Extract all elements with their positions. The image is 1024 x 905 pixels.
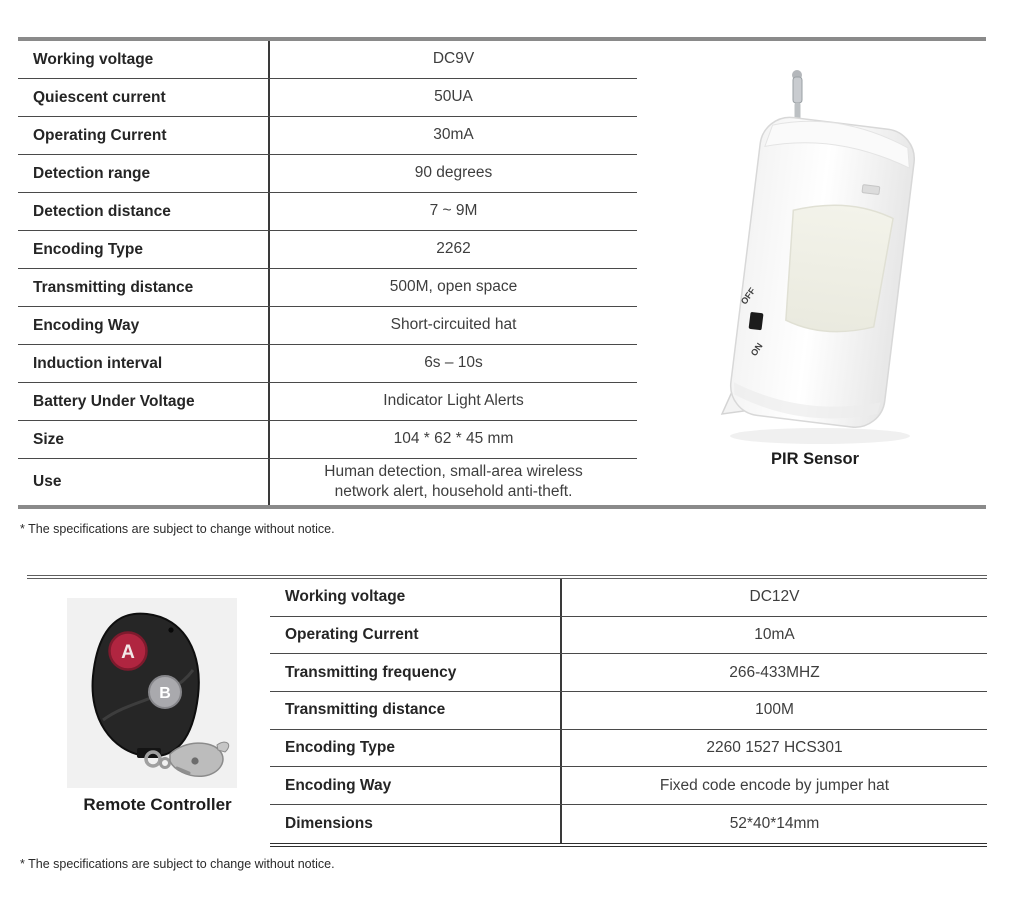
spec-value: DC9V [268, 41, 637, 78]
spec-value: Human detection, small-area wireless network alert, household anti-theft. [268, 459, 637, 505]
table-row [270, 579, 987, 617]
table-row [18, 421, 637, 459]
remote-controller-photo [67, 598, 237, 788]
spec-label: Encoding Type [285, 739, 395, 757]
spec-label: Dimensions [285, 815, 373, 833]
spec-value: Fixed code encode by jumper hat [560, 767, 987, 804]
spec-label: Detection distance [33, 202, 171, 220]
button-a [110, 633, 147, 670]
shadow [730, 428, 910, 444]
spec-label: Detection range [33, 164, 151, 182]
spec-value: 104 * 62 * 45 mm [268, 421, 637, 458]
spec-value: DC12V [560, 579, 987, 616]
spec-value: 7 ~ 9M [268, 193, 637, 230]
spec-value: 50UA [268, 79, 637, 116]
table-row [18, 79, 637, 117]
spec-label: Encoding Way [285, 776, 392, 794]
table-row [270, 654, 987, 692]
spec-label: Encoding Way [33, 316, 140, 334]
spec-label: Transmitting frequency [285, 663, 457, 681]
footnote: * The specifications are subject to change without notice. [20, 522, 335, 536]
spec-value: Indicator Light Alerts [268, 383, 637, 420]
spec-label: Size [33, 430, 65, 448]
spec-value: 6s – 10s [268, 345, 637, 382]
table-row [18, 383, 637, 421]
spec-label: Working voltage [33, 50, 154, 68]
table-row [18, 459, 637, 505]
spec-label: Transmitting distance [33, 278, 194, 296]
table-row [18, 307, 637, 345]
spec-label: Battery Under Voltage [33, 392, 195, 410]
remote-controller-illustration [67, 598, 237, 788]
pir-caption: PIR Sensor [770, 450, 860, 468]
spec-value: 30mA [268, 117, 637, 154]
pir-spec-table [18, 41, 637, 505]
table-row [270, 617, 987, 655]
spec-label: Transmitting distance [285, 701, 446, 719]
table-row [18, 345, 637, 383]
table-row [270, 730, 987, 768]
table-row [18, 269, 637, 307]
table-row [270, 805, 987, 843]
spec-value: 100M [560, 692, 987, 729]
pir-switch [749, 312, 764, 330]
remote-body [93, 614, 199, 758]
spec-label: Induction interval [33, 354, 163, 372]
spec-value: 2262 [268, 231, 637, 268]
spec-value: Short-circuited hat [268, 307, 637, 344]
table-row [18, 41, 637, 79]
pir-sensor-photo [700, 62, 930, 452]
table-row [18, 193, 637, 231]
spec-label: Operating Current [33, 126, 167, 144]
remote-led-hole [168, 627, 173, 632]
spec-label: Quiescent current [33, 88, 166, 106]
pir-switch-off-label: OFF [738, 285, 758, 307]
footnote: * The specifications are subject to change without notice. [20, 857, 335, 871]
table-row [18, 155, 637, 193]
spec-label: Operating Current [285, 626, 419, 644]
spec-value: 266-433MHZ [560, 654, 987, 691]
remote-spec-table [270, 579, 987, 847]
table-row [270, 767, 987, 805]
table-row [270, 692, 987, 730]
spec-value: 52*40*14mm [560, 805, 987, 843]
button-b-label: B [159, 685, 171, 702]
button-a-label: A [121, 642, 135, 663]
spec-value: 10mA [560, 617, 987, 654]
spec-value: 90 degrees [268, 155, 637, 192]
pir-led-window [862, 185, 880, 195]
table-row [18, 117, 637, 155]
spec-value: 500M, open space [268, 269, 637, 306]
table1-bottom-rule [18, 505, 986, 509]
pir-switch-on-label: ON [748, 341, 765, 358]
pir-sensor-illustration [700, 62, 930, 452]
spec-value: 2260 1527 HCS301 [560, 730, 987, 767]
remote-caption: Remote Controller [83, 795, 232, 814]
spec-label: Encoding Type [33, 240, 143, 258]
spec-label: Use [33, 473, 62, 490]
pir-body [725, 114, 917, 431]
spec-label: Working voltage [285, 588, 406, 606]
button-b [149, 676, 181, 708]
table-row [18, 231, 637, 269]
